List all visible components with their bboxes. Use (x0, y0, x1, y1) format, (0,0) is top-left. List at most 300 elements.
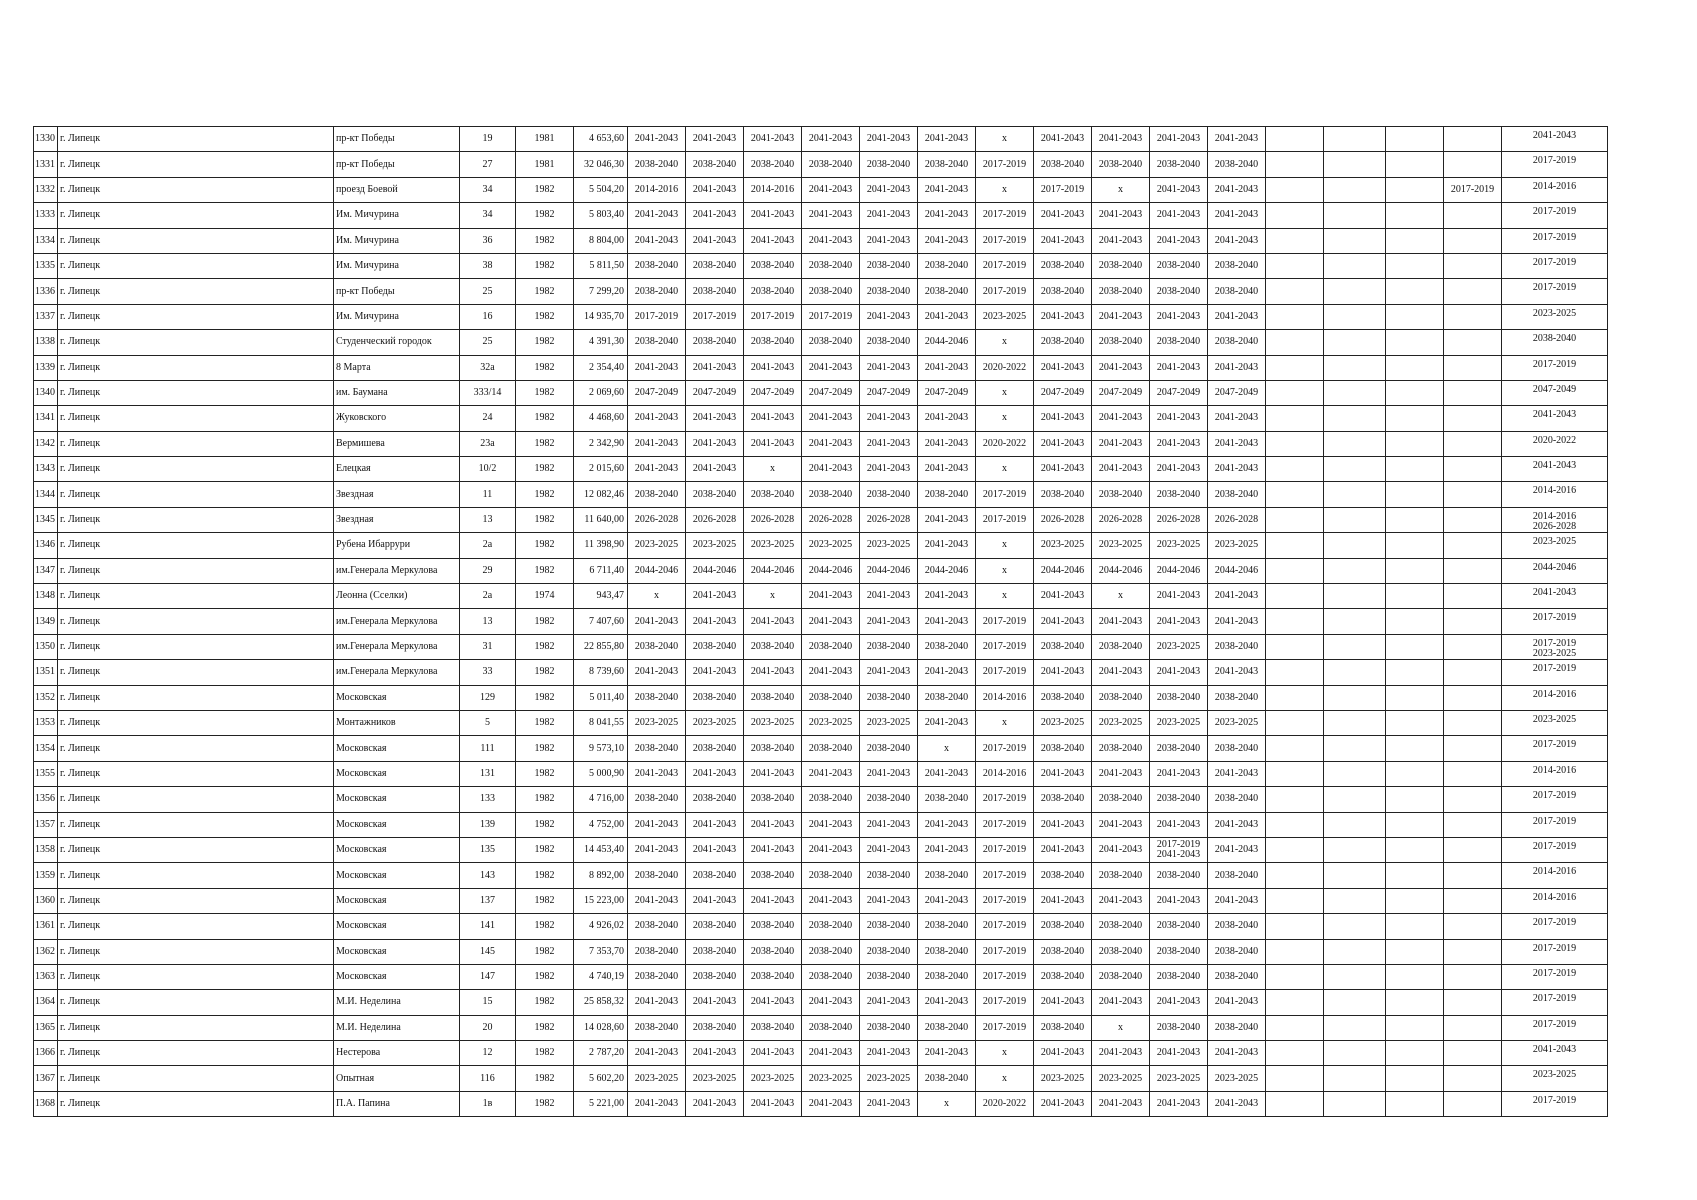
cell-period-2: 2041-2043 (686, 177, 744, 202)
cell-area: 9 573,10 (574, 736, 628, 761)
cell-extra-4: 2017-2019 (1444, 177, 1502, 202)
cell-period-4: 2023-2025 (802, 1066, 860, 1091)
cell-area: 32 046,30 (574, 152, 628, 177)
cell-house-number: 32а (460, 355, 516, 380)
cell-final-period: 2023-2025 (1502, 710, 1608, 735)
cell-period-3: 2041-2043 (744, 990, 802, 1015)
cell-period-9: 2038-2040 (1092, 685, 1150, 710)
cell-period-7: 2020-2022 (976, 431, 1034, 456)
cell-extra-2 (1324, 584, 1386, 609)
cell-period-9: 2041-2043 (1092, 457, 1150, 482)
cell-street: Московская (334, 888, 460, 913)
cell-street: Звездная (334, 507, 460, 532)
cell-period-3: 2044-2046 (744, 558, 802, 583)
table-row (34, 787, 1608, 812)
cell-period-9: 2038-2040 (1092, 964, 1150, 989)
cell-extra-2 (1324, 660, 1386, 685)
cell-period-5: 2041-2043 (860, 355, 918, 380)
table-row (34, 457, 1608, 482)
cell-extra-3 (1386, 127, 1444, 152)
cell-house-number: 2а (460, 533, 516, 558)
cell-extra-1 (1266, 203, 1324, 228)
cell-period-3: 2023-2025 (744, 710, 802, 735)
cell-extra-4 (1444, 863, 1502, 888)
table-row (34, 380, 1608, 405)
cell-year-built: 1974 (516, 584, 574, 609)
cell-extra-3 (1386, 304, 1444, 329)
cell-period-9: 2041-2043 (1092, 203, 1150, 228)
cell-extra-3 (1386, 1041, 1444, 1066)
cell-period-5: 2023-2025 (860, 1066, 918, 1091)
cell-area: 7 353,70 (574, 939, 628, 964)
cell-area: 2 787,20 (574, 1041, 628, 1066)
cell-period-4: 2038-2040 (802, 253, 860, 278)
cell-period-10: 2038-2040 (1150, 279, 1208, 304)
cell-period-9: 2041-2043 (1092, 431, 1150, 456)
cell-extra-3 (1386, 228, 1444, 253)
cell-extra-1 (1266, 888, 1324, 913)
cell-period-3: 2038-2040 (744, 482, 802, 507)
cell-extra-1 (1266, 279, 1324, 304)
cell-period-1: 2038-2040 (628, 939, 686, 964)
cell-extra-3 (1386, 634, 1444, 659)
table-row (34, 710, 1608, 735)
cell-row-number: 1353 (34, 710, 58, 735)
cell-period-11: 2038-2040 (1208, 863, 1266, 888)
cell-extra-1 (1266, 431, 1324, 456)
cell-period-3: 2038-2040 (744, 787, 802, 812)
cell-period-9: 2041-2043 (1092, 888, 1150, 913)
cell-year-built: 1982 (516, 1091, 574, 1116)
cell-period-2: 2041-2043 (686, 812, 744, 837)
cell-area: 7 299,20 (574, 279, 628, 304)
cell-area: 11 398,90 (574, 533, 628, 558)
cell-final-period: 2023-2025 (1502, 1066, 1608, 1091)
cell-period-10: 2041-2043 (1150, 177, 1208, 202)
cell-period-3: 2038-2040 (744, 736, 802, 761)
cell-city: г. Липецк (58, 761, 334, 786)
cell-final-period: 2038-2040 (1502, 330, 1608, 355)
cell-year-built: 1982 (516, 457, 574, 482)
cell-period-6: 2041-2043 (918, 837, 976, 862)
table-row (34, 964, 1608, 989)
cell-final-period: 2014-2016 (1502, 863, 1608, 888)
cell-period-2: 2038-2040 (686, 914, 744, 939)
cell-street: им. Баумана (334, 380, 460, 405)
cell-period-4: 2041-2043 (802, 660, 860, 685)
cell-period-7: 2017-2019 (976, 482, 1034, 507)
cell-period-4: 2041-2043 (802, 355, 860, 380)
cell-extra-2 (1324, 1015, 1386, 1040)
table-row (34, 685, 1608, 710)
cell-period-8: 2038-2040 (1034, 685, 1092, 710)
cell-period-8: 2041-2043 (1034, 1091, 1092, 1116)
cell-period-6: 2038-2040 (918, 863, 976, 888)
cell-period-5: 2038-2040 (860, 279, 918, 304)
cell-period-1: 2038-2040 (628, 964, 686, 989)
table-row (34, 914, 1608, 939)
cell-period-10: 2041-2043 (1150, 660, 1208, 685)
cell-house-number: 111 (460, 736, 516, 761)
cell-row-number: 1349 (34, 609, 58, 634)
cell-period-3: 2023-2025 (744, 1066, 802, 1091)
cell-period-1: 2023-2025 (628, 1066, 686, 1091)
cell-period-5: 2038-2040 (860, 330, 918, 355)
cell-period-8: 2038-2040 (1034, 964, 1092, 989)
cell-extra-3 (1386, 964, 1444, 989)
cell-extra-4 (1444, 812, 1502, 837)
table-row (34, 304, 1608, 329)
cell-extra-3 (1386, 914, 1444, 939)
cell-period-4: 2038-2040 (802, 330, 860, 355)
cell-row-number: 1350 (34, 634, 58, 659)
cell-extra-2 (1324, 253, 1386, 278)
cell-period-6: 2041-2043 (918, 228, 976, 253)
cell-period-4: 2038-2040 (802, 1015, 860, 1040)
cell-year-built: 1982 (516, 660, 574, 685)
table-row (34, 177, 1608, 202)
cell-row-number: 1335 (34, 253, 58, 278)
cell-extra-3 (1386, 736, 1444, 761)
cell-row-number: 1331 (34, 152, 58, 177)
cell-area: 4 653,60 (574, 127, 628, 152)
cell-city: г. Липецк (58, 1091, 334, 1116)
cell-period-2: 2023-2025 (686, 710, 744, 735)
cell-period-7: 2017-2019 (976, 964, 1034, 989)
cell-extra-3 (1386, 533, 1444, 558)
cell-final-period: 2041-2043 (1502, 406, 1608, 431)
cell-period-7: х (976, 584, 1034, 609)
cell-period-5: 2038-2040 (860, 964, 918, 989)
cell-house-number: 12 (460, 1041, 516, 1066)
cell-city: г. Липецк (58, 990, 334, 1015)
cell-city: г. Липецк (58, 406, 334, 431)
cell-period-10: 2041-2043 (1150, 761, 1208, 786)
cell-extra-3 (1386, 1066, 1444, 1091)
cell-period-6: 2041-2043 (918, 406, 976, 431)
cell-period-6: 2041-2043 (918, 584, 976, 609)
cell-period-3: 2038-2040 (744, 964, 802, 989)
cell-street: им.Генерала Меркулова (334, 609, 460, 634)
cell-final-period: 2047-2049 (1502, 380, 1608, 405)
cell-period-6: 2041-2043 (918, 355, 976, 380)
cell-extra-3 (1386, 584, 1444, 609)
cell-period-9: 2038-2040 (1092, 787, 1150, 812)
cell-period-2: 2038-2040 (686, 1015, 744, 1040)
cell-period-10: 2023-2025 (1150, 533, 1208, 558)
cell-period-4: 2041-2043 (802, 1091, 860, 1116)
cell-period-1: 2038-2040 (628, 863, 686, 888)
cell-city: г. Липецк (58, 685, 334, 710)
cell-line: 2014-2016 (1532, 510, 1577, 522)
cell-period-11: 2041-2043 (1208, 761, 1266, 786)
cell-period-6: 2038-2040 (918, 939, 976, 964)
cell-period-4: 2041-2043 (802, 1041, 860, 1066)
cell-period-5: 2041-2043 (860, 837, 918, 862)
cell-extra-1 (1266, 177, 1324, 202)
cell-period-11: 2041-2043 (1208, 355, 1266, 380)
cell-period-2: 2038-2040 (686, 253, 744, 278)
cell-period-7: 2017-2019 (976, 990, 1034, 1015)
table-row (34, 355, 1608, 380)
cell-period-11: 2023-2025 (1208, 533, 1266, 558)
cell-final-period: 2017-2019 (1502, 837, 1608, 862)
cell-period-1: 2038-2040 (628, 787, 686, 812)
cell-extra-3 (1386, 380, 1444, 405)
cell-year-built: 1982 (516, 888, 574, 913)
cell-period-9: 2041-2043 (1092, 1041, 1150, 1066)
cell-area: 943,47 (574, 584, 628, 609)
cell-extra-1 (1266, 355, 1324, 380)
cell-final-period: 2017-2019 (1502, 253, 1608, 278)
cell-period-9: 2038-2040 (1092, 330, 1150, 355)
cell-period-9: 2041-2043 (1092, 837, 1150, 862)
cell-period-10: 2041-2043 (1150, 1041, 1208, 1066)
cell-period-1: 2041-2043 (628, 888, 686, 913)
cell-area: 4 391,30 (574, 330, 628, 355)
cell-period-8: 2038-2040 (1034, 482, 1092, 507)
cell-period-7: 2017-2019 (976, 203, 1034, 228)
cell-period-8: 2017-2019 (1034, 177, 1092, 202)
cell-house-number: 19 (460, 127, 516, 152)
cell-extra-2 (1324, 1066, 1386, 1091)
cell-period-5: 2041-2043 (860, 431, 918, 456)
cell-final-period (1502, 634, 1608, 659)
cell-period-1: 2023-2025 (628, 710, 686, 735)
cell-street: 8 Марта (334, 355, 460, 380)
cell-period-5: 2038-2040 (860, 736, 918, 761)
cell-period-10: 2041-2043 (1150, 990, 1208, 1015)
cell-extra-1 (1266, 736, 1324, 761)
cell-period-8: 2041-2043 (1034, 304, 1092, 329)
cell-extra-2 (1324, 863, 1386, 888)
cell-extra-4 (1444, 837, 1502, 862)
cell-period-11: 2041-2043 (1208, 203, 1266, 228)
cell-extra-1 (1266, 634, 1324, 659)
cell-house-number: 38 (460, 253, 516, 278)
cell-period-1: 2041-2043 (628, 990, 686, 1015)
cell-row-number: 1360 (34, 888, 58, 913)
cell-final-period: 2041-2043 (1502, 584, 1608, 609)
cell-year-built: 1982 (516, 609, 574, 634)
cell-extra-4 (1444, 736, 1502, 761)
cell-period-6: 2038-2040 (918, 685, 976, 710)
cell-period-9: 2038-2040 (1092, 152, 1150, 177)
cell-period-4: 2041-2043 (802, 990, 860, 1015)
cell-period-10: 2041-2043 (1150, 888, 1208, 913)
table-row (34, 431, 1608, 456)
cell-city: г. Липецк (58, 253, 334, 278)
cell-period-11: 2038-2040 (1208, 634, 1266, 659)
cell-period-3: 2041-2043 (744, 431, 802, 456)
cell-year-built: 1982 (516, 253, 574, 278)
cell-extra-2 (1324, 685, 1386, 710)
cell-extra-1 (1266, 914, 1324, 939)
cell-period-6: 2038-2040 (918, 914, 976, 939)
cell-period-3: 2038-2040 (744, 152, 802, 177)
cell-final-period: 2017-2019 (1502, 990, 1608, 1015)
cell-period-5: 2023-2025 (860, 710, 918, 735)
cell-house-number: 1в (460, 1091, 516, 1116)
cell-extra-3 (1386, 330, 1444, 355)
cell-house-number: 10/2 (460, 457, 516, 482)
cell-year-built: 1982 (516, 228, 574, 253)
cell-period-5: 2041-2043 (860, 812, 918, 837)
cell-period-7: 2017-2019 (976, 634, 1034, 659)
cell-line: 2017-2019 (1156, 839, 1201, 851)
cell-period-4: 2041-2043 (802, 609, 860, 634)
cell-period-4: 2023-2025 (802, 533, 860, 558)
cell-period-10: 2041-2043 (1150, 127, 1208, 152)
cell-period-3: х (744, 584, 802, 609)
cell-period-2: 2038-2040 (686, 964, 744, 989)
cell-period-10: 2041-2043 (1150, 406, 1208, 431)
cell-extra-3 (1386, 888, 1444, 913)
cell-extra-1 (1266, 380, 1324, 405)
cell-extra-3 (1386, 761, 1444, 786)
cell-period-4: 2026-2028 (802, 507, 860, 532)
cell-street: Леонна (Сселки) (334, 584, 460, 609)
cell-extra-1 (1266, 964, 1324, 989)
cell-row-number: 1344 (34, 482, 58, 507)
cell-extra-2 (1324, 761, 1386, 786)
cell-area: 22 855,80 (574, 634, 628, 659)
cell-street: Студенческий городок (334, 330, 460, 355)
cell-period-11: 2038-2040 (1208, 685, 1266, 710)
cell-extra-4 (1444, 507, 1502, 532)
cell-period-3: 2026-2028 (744, 507, 802, 532)
cell-extra-4 (1444, 1041, 1502, 1066)
cell-period-8: 2026-2028 (1034, 507, 1092, 532)
cell-area: 4 468,60 (574, 406, 628, 431)
cell-period-5: 2023-2025 (860, 533, 918, 558)
cell-area: 5 803,40 (574, 203, 628, 228)
cell-period-2: 2041-2043 (686, 127, 744, 152)
cell-extra-3 (1386, 990, 1444, 1015)
cell-period-2: 2041-2043 (686, 203, 744, 228)
cell-row-number: 1361 (34, 914, 58, 939)
cell-street: Звездная (334, 482, 460, 507)
cell-period-6: 2041-2043 (918, 127, 976, 152)
cell-period-6: х (918, 736, 976, 761)
cell-extra-2 (1324, 914, 1386, 939)
cell-row-number: 1346 (34, 533, 58, 558)
table-row (34, 127, 1608, 152)
cell-final-period: 2017-2019 (1502, 660, 1608, 685)
cell-row-number: 1359 (34, 863, 58, 888)
cell-period-7: х (976, 457, 1034, 482)
cell-period-5: 2026-2028 (860, 507, 918, 532)
cell-extra-4 (1444, 888, 1502, 913)
cell-period-6: 2041-2043 (918, 990, 976, 1015)
cell-period-1: 2041-2043 (628, 203, 686, 228)
cell-period-11: 2041-2043 (1208, 1091, 1266, 1116)
cell-city: г. Липецк (58, 863, 334, 888)
cell-period-3: 2038-2040 (744, 330, 802, 355)
cell-extra-1 (1266, 609, 1324, 634)
cell-year-built: 1982 (516, 1066, 574, 1091)
cell-city: г. Липецк (58, 660, 334, 685)
cell-period-2: 2038-2040 (686, 152, 744, 177)
table-row (34, 990, 1608, 1015)
cell-house-number: 27 (460, 152, 516, 177)
cell-area: 7 407,60 (574, 609, 628, 634)
table-row (34, 660, 1608, 685)
cell-period-3: 2038-2040 (744, 914, 802, 939)
cell-period-5: 2038-2040 (860, 152, 918, 177)
cell-period-10: 2038-2040 (1150, 152, 1208, 177)
cell-house-number: 141 (460, 914, 516, 939)
cell-period-2: 2044-2046 (686, 558, 744, 583)
cell-final-period (1502, 507, 1608, 532)
cell-period-5: 2038-2040 (860, 634, 918, 659)
cell-period-10: 2041-2043 (1150, 609, 1208, 634)
cell-year-built: 1982 (516, 685, 574, 710)
cell-period-5: 2041-2043 (860, 584, 918, 609)
cell-extra-4 (1444, 964, 1502, 989)
cell-period-4: 2041-2043 (802, 177, 860, 202)
cell-period-9: 2041-2043 (1092, 609, 1150, 634)
cell-period-5: 2038-2040 (860, 787, 918, 812)
cell-period-6: 2041-2043 (918, 710, 976, 735)
cell-period-8: 2023-2025 (1034, 533, 1092, 558)
cell-period-3: 2041-2043 (744, 888, 802, 913)
cell-period-7: 2017-2019 (976, 888, 1034, 913)
cell-extra-1 (1266, 1015, 1324, 1040)
cell-city: г. Липецк (58, 457, 334, 482)
cell-city: г. Липецк (58, 355, 334, 380)
cell-period-2: 2041-2043 (686, 406, 744, 431)
cell-period-4: 2041-2043 (802, 228, 860, 253)
cell-extra-3 (1386, 837, 1444, 862)
cell-row-number: 1352 (34, 685, 58, 710)
cell-period-2: 2041-2043 (686, 431, 744, 456)
cell-year-built: 1982 (516, 863, 574, 888)
cell-period-3: 2041-2043 (744, 1091, 802, 1116)
cell-city: г. Липецк (58, 812, 334, 837)
cell-period-11: 2038-2040 (1208, 914, 1266, 939)
cell-period-7: х (976, 1041, 1034, 1066)
cell-final-period: 2017-2019 (1502, 609, 1608, 634)
cell-period-9: х (1092, 177, 1150, 202)
cell-period-2: 2041-2043 (686, 355, 744, 380)
cell-period-11: 2041-2043 (1208, 406, 1266, 431)
cell-year-built: 1981 (516, 127, 574, 152)
cell-period-5: 2038-2040 (860, 863, 918, 888)
cell-period-4: 2038-2040 (802, 685, 860, 710)
cell-house-number: 13 (460, 507, 516, 532)
cell-extra-4 (1444, 482, 1502, 507)
cell-period-3: 2041-2043 (744, 203, 802, 228)
cell-street: Московская (334, 761, 460, 786)
cell-period-10: 2047-2049 (1150, 380, 1208, 405)
cell-period-5: 2041-2043 (860, 203, 918, 228)
cell-extra-2 (1324, 964, 1386, 989)
cell-city: г. Липецк (58, 228, 334, 253)
cell-period-1: 2038-2040 (628, 330, 686, 355)
cell-period-8: 2041-2043 (1034, 660, 1092, 685)
cell-final-period: 2041-2043 (1502, 127, 1608, 152)
cell-period-4: 2017-2019 (802, 304, 860, 329)
cell-extra-2 (1324, 431, 1386, 456)
cell-period-10: 2041-2043 (1150, 355, 1208, 380)
cell-period-4: 2038-2040 (802, 939, 860, 964)
cell-city: г. Липецк (58, 914, 334, 939)
cell-period-8: 2038-2040 (1034, 914, 1092, 939)
cell-period-4: 2041-2043 (802, 127, 860, 152)
table-body (34, 127, 1608, 1117)
cell-area: 5 504,20 (574, 177, 628, 202)
